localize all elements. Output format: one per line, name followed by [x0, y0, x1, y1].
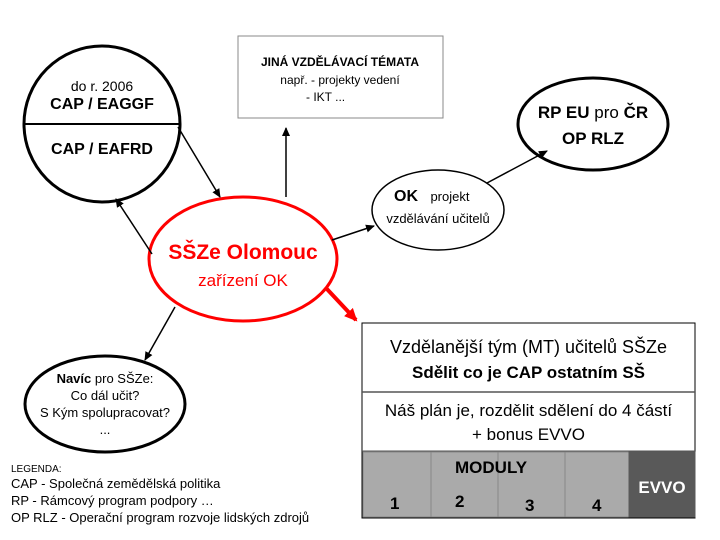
- module-number-3: 3: [525, 496, 535, 515]
- rp-eu-text: RP EU: [537, 103, 590, 122]
- panel-line3: Náš plán je, rozdělit sdělení do 4 částí: [384, 401, 673, 420]
- navic-line2: Co dál učit?: [70, 388, 140, 403]
- left-circle-bottom-big: CAP / EAFRD: [51, 141, 153, 158]
- rp-circle-line1: [523, 103, 663, 123]
- rp-circle: [518, 78, 668, 170]
- navic-line1: [27, 370, 183, 387]
- left-circle-top-big: CAP / EAGGF: [50, 96, 154, 113]
- arrow-central-to-navic: [145, 307, 175, 360]
- moduly-label: MODULY: [455, 458, 528, 477]
- top-box-line1: např. - projekty vedení: [280, 73, 400, 87]
- arrow-central-to-ok: [332, 226, 374, 240]
- panel-line1: Vzdělanější tým (MT) učitelů SŠZe: [389, 337, 668, 357]
- arrow-central-to-left-circle: [116, 199, 152, 254]
- navic-circle-text: [27, 370, 183, 438]
- central-subtitle: zařízení OK: [198, 271, 288, 290]
- evvo-label: EVVO: [638, 478, 686, 497]
- module-number-4: 4: [592, 496, 602, 515]
- arrow-central-to-panel: [326, 288, 356, 320]
- arrow-left-circle-to-central: [178, 127, 220, 197]
- ok-circle-line2: vzdělávání učitelů: [386, 211, 490, 226]
- ok-small-text: projekt: [430, 189, 470, 204]
- panel-line4: + bonus EVVO: [472, 425, 585, 444]
- rp-cr-text: ČR: [623, 103, 649, 122]
- navic-line4: ...: [99, 422, 111, 437]
- ok-big-text: OK: [394, 188, 418, 205]
- legend-item: OP RLZ - Operační program rozvoje lidských zdrojů: [11, 510, 310, 525]
- left-circle: [24, 46, 180, 202]
- legend-title: LEGENDA:: [11, 464, 62, 475]
- top-box-line2: - IKT ...: [306, 90, 346, 104]
- arrow-ok-to-rp: [487, 151, 547, 183]
- top-box-title: JINÁ VZDĚLÁVACÍ TÉMATA: [261, 55, 419, 69]
- left-circle-top-small: do r. 2006: [70, 78, 134, 94]
- navic-line3: S Kým spolupracovat?: [39, 405, 171, 420]
- central-title: SŠZe Olomouc: [168, 241, 318, 264]
- rp-pro-text: pro: [594, 103, 619, 122]
- ok-circle: [372, 170, 504, 250]
- panel-line2: Sdělit co je CAP ostatním SŠ: [411, 363, 646, 382]
- ok-circle-line1: [394, 188, 504, 206]
- legend: [11, 464, 356, 526]
- navic-bold: Navíc: [56, 371, 92, 386]
- legend-item: CAP - Společná zemědělská politika: [11, 476, 221, 491]
- rp-circle-line2: OP RLZ: [561, 129, 625, 148]
- legend-item: RP - Rámcový program podpory …: [11, 493, 214, 508]
- module-number-1: 1: [390, 494, 400, 513]
- module-number-2: 2: [455, 492, 465, 511]
- navic-rest: pro SŠZe:: [94, 371, 154, 386]
